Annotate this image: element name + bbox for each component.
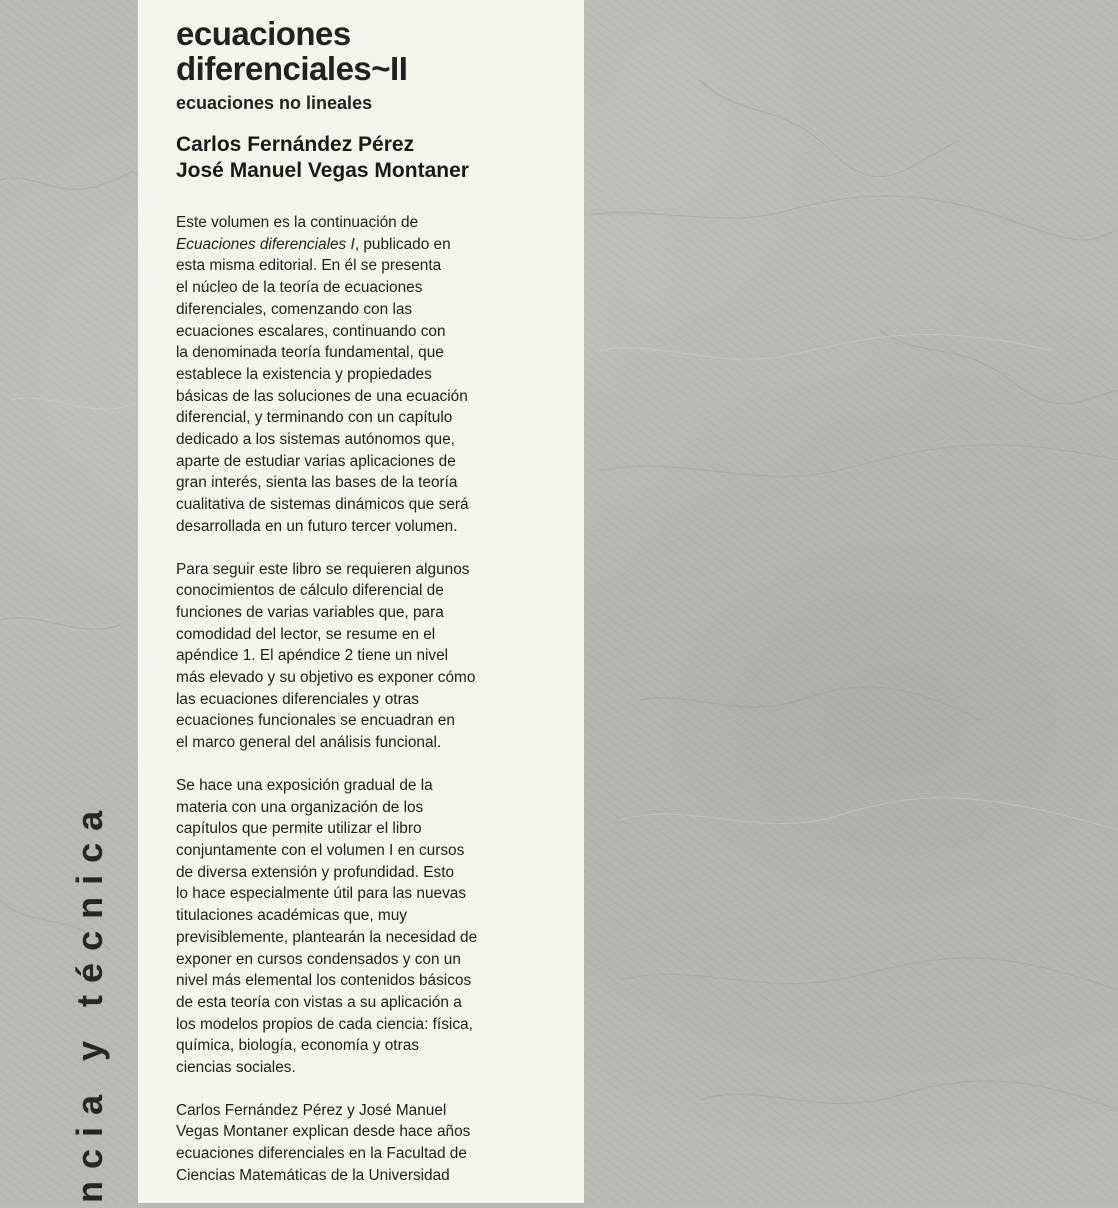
- title-line-2: diferenciales~II: [176, 50, 408, 87]
- text-line: previsiblemente, plantearán la necesidad de: [176, 928, 478, 946]
- title-line-1: ecuaciones: [176, 15, 351, 52]
- text-line: [176, 234, 556, 256]
- text-line: comodidad del lector, se resume en el: [176, 625, 436, 643]
- text-line: apéndice 1. El apéndice 2 tiene un nivel: [176, 647, 449, 665]
- author-list: [176, 132, 556, 184]
- text-line: titulaciones académicas que, muy: [176, 907, 407, 925]
- book-subtitle: ecuaciones no lineales: [176, 93, 373, 113]
- text-line: básicas de las soluciones de una ecuación: [176, 387, 468, 405]
- text-line: Este volumen es la continuación de: [176, 214, 419, 231]
- text-line: ecuaciones funcionales se encuadran en: [176, 712, 455, 730]
- text-line: nivel más elemental los contenidos básicos: [176, 972, 472, 990]
- text-line: conocimientos de cálculo diferencial de: [176, 582, 444, 600]
- text-line: esta misma editorial. En él se presenta: [176, 257, 442, 275]
- text-line: exponer en cursos condensados y con un: [176, 950, 461, 968]
- text-line: la denominada teoría fundamental, que: [176, 344, 444, 362]
- description-paragraph-2: [176, 559, 556, 754]
- cover-content: [176, 16, 556, 1208]
- text-line: el marco general del análisis funcional.: [176, 734, 442, 752]
- text-line: materia con una organización de los: [176, 798, 424, 816]
- description-paragraph-1: [176, 212, 556, 538]
- text-line: ecuaciones escalares, continuando con: [176, 322, 446, 340]
- book-title: [176, 16, 556, 86]
- text-line: Carlos Fernández Pérez y José Manuel: [176, 1101, 447, 1119]
- text-line: de esta teoría con vistas a su aplicación a: [176, 993, 462, 1011]
- text-line: diferenciales, comenzando con las: [176, 300, 413, 318]
- text-line: desarrollada en un futuro tercer volumen.: [176, 517, 458, 535]
- text-line: ciencias sociales.: [176, 1059, 296, 1077]
- text-line: más elevado y su objetivo es exponer cómo: [176, 669, 476, 687]
- text-fragment: , publicado en: [354, 235, 451, 253]
- text-line: capítulos que permite utilizar el libro: [176, 820, 422, 838]
- text-line: dedicado a los sistemas autónomos que,: [176, 431, 455, 449]
- text-line: conjuntamente con el volumen I en cursos: [176, 841, 465, 859]
- author-name: Carlos Fernández Pérez: [176, 133, 415, 156]
- text-line: el núcleo de la teoría de ecuaciones: [176, 279, 423, 297]
- text-line: gran interés, sienta las bases de la teoría: [176, 474, 458, 492]
- text-line: funciones de varias variables que, para: [176, 603, 444, 621]
- text-line: los modelos propios de cada ciencia: física,: [176, 1015, 473, 1033]
- text-line: de diversa extensión y profundidad. Esto: [176, 863, 455, 881]
- text-line: Ciencias Matemáticas de la Universidad: [176, 1166, 450, 1184]
- text-line: Para seguir este libro se requieren algunos: [176, 560, 470, 578]
- text-line: establece la existencia y propiedades: [176, 365, 432, 383]
- referenced-title: Ecuaciones diferenciales I: [176, 235, 355, 253]
- text-line: lo hace especialmente útil para las nuevas: [176, 885, 467, 903]
- text-line: Se hace una exposición gradual de la: [176, 776, 433, 794]
- text-line: diferencial, y terminando con un capítulo: [176, 409, 453, 427]
- description-paragraph-4: [176, 1100, 556, 1187]
- series-name: ncia y técnica: [69, 798, 110, 1203]
- text-line: química, biología, economía y otras: [176, 1037, 419, 1055]
- text-line: Vegas Montaner explican desde hace años: [176, 1123, 471, 1141]
- description-paragraph-3: [176, 775, 556, 1079]
- text-line: las ecuaciones diferenciales y otras: [176, 690, 419, 708]
- book-description: [176, 212, 556, 1187]
- text-line: ecuaciones diferenciales en la Facultad de: [176, 1145, 467, 1163]
- text-line: cualitativa de sistemas dinámicos que será: [176, 496, 469, 514]
- text-line: aparte de estudiar varias aplicaciones de: [176, 452, 456, 470]
- author-name: José Manuel Vegas Montaner: [176, 159, 469, 182]
